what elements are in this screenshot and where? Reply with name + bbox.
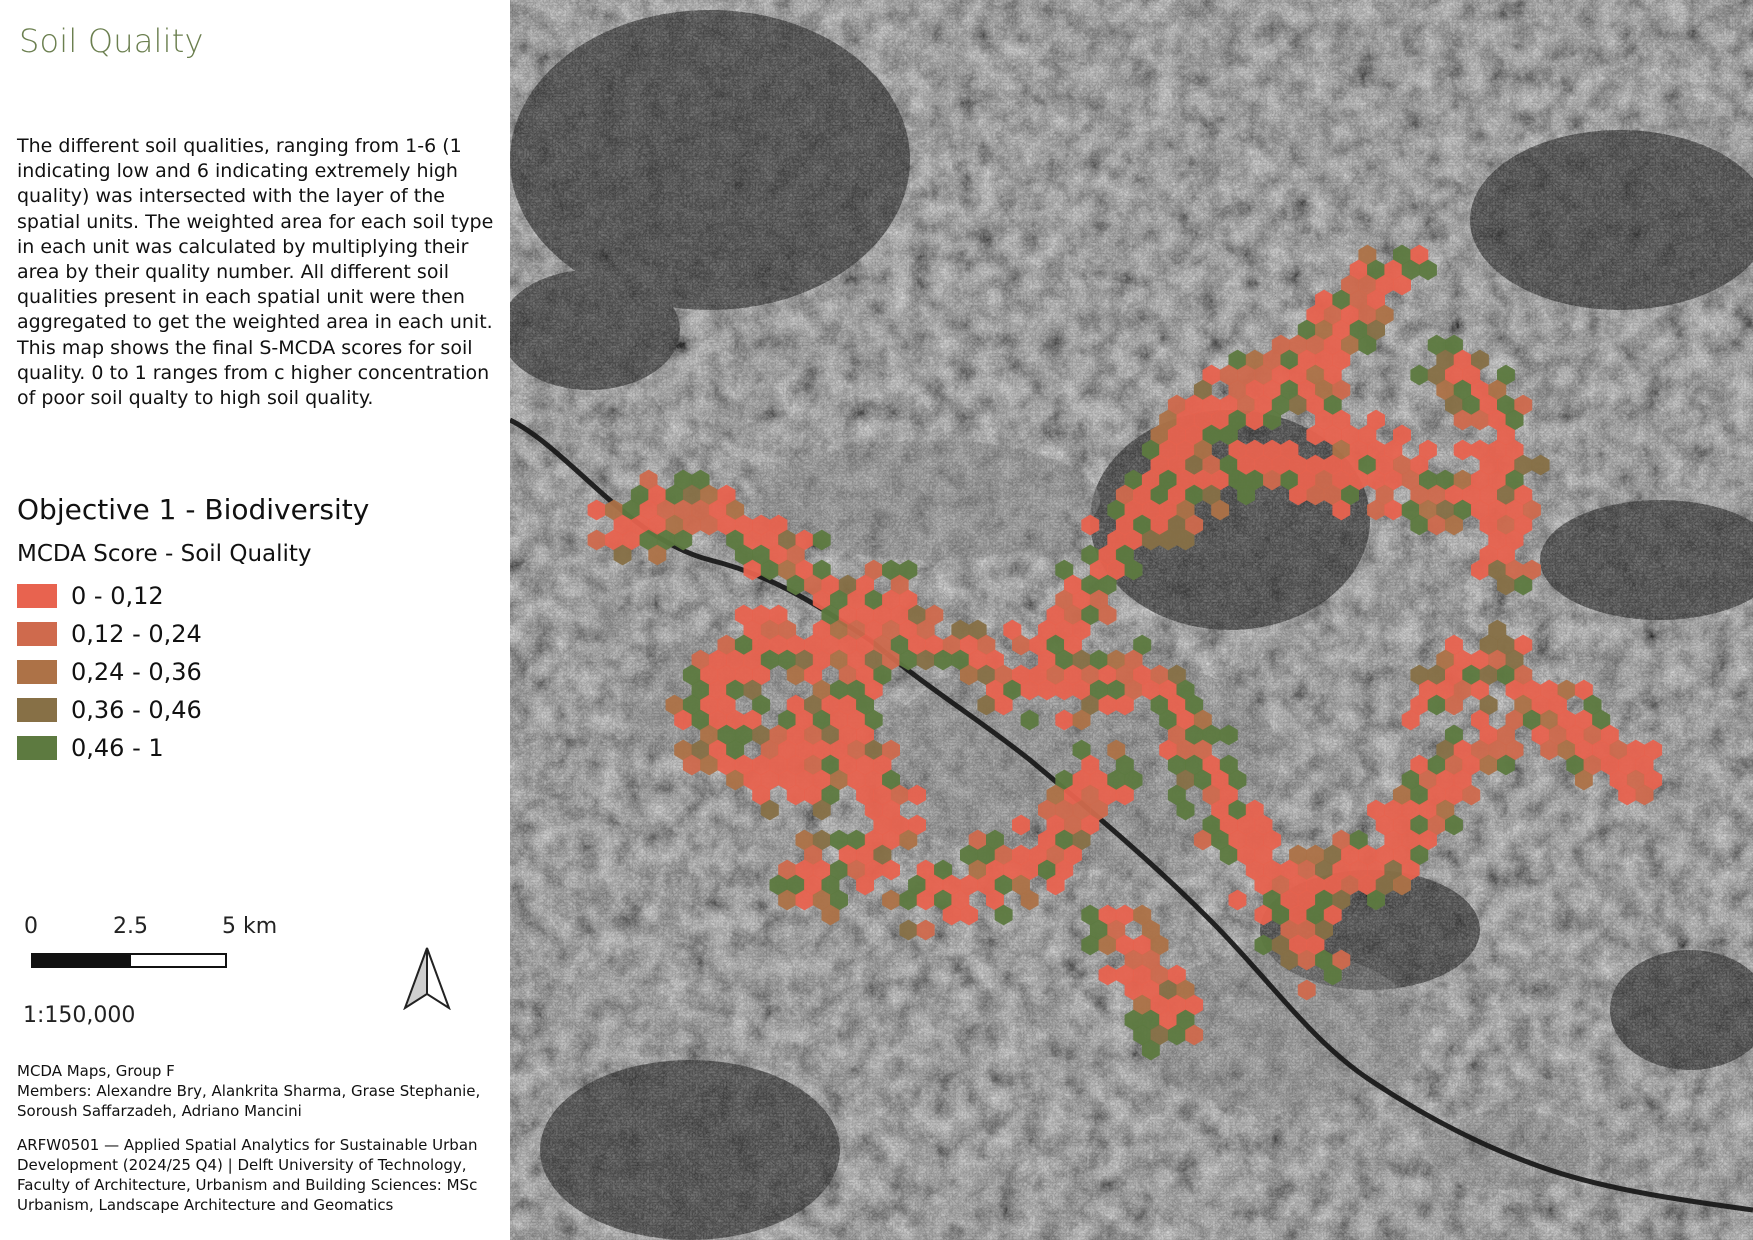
legend-item [17, 615, 202, 653]
credits-members: Members: Alexandre Bry, Alankrita Sharma, Grase Stephanie, Soroush Saffarzadeh, Adriano Mancini [17, 1082, 481, 1120]
legend-label: 0,24 - 0,36 [71, 658, 202, 686]
legend-item [17, 577, 202, 615]
legend [17, 577, 202, 767]
scale-label-0: 0 [24, 914, 38, 939]
legend-swatch [17, 584, 57, 608]
map-title: Soil Quality [19, 22, 204, 60]
legend-title: MCDA Score - Soil Quality [17, 541, 312, 567]
legend-item [17, 691, 202, 729]
fine-texture [510, 0, 1753, 1240]
map-description: The different soil qualities, ranging from 1-6 (1 indicating low and 6 indicating extremely high quality) was intersected with the layer of the spatial units. The weighted area for each soil type in each unit was calculated by multiplying their area by their quality number. All different soil qualities present in each spatial unit were then aggregated to get the weighted area in each unit. This map shows the final S-MCDA scores for soil quality. 0 to 1 ranges from c higher concentration of poor soil qualty to high soil quality. [17, 135, 494, 410]
legend-label: 0,46 - 1 [71, 734, 164, 762]
scale-ratio: 1:150,000 [23, 1003, 136, 1028]
legend-item [17, 729, 202, 767]
scale-label-end: 5 km [222, 914, 278, 939]
legend-swatch [17, 736, 57, 760]
scale-bar-black-segment [33, 955, 131, 966]
legend-item [17, 653, 202, 691]
legend-swatch [17, 622, 57, 646]
legend-swatch [17, 698, 57, 722]
scale-bar [31, 953, 227, 968]
legend-label: 0,12 - 0,24 [71, 620, 202, 648]
legend-swatch [17, 660, 57, 684]
legend-label: 0,36 - 0,46 [71, 696, 202, 724]
objective-title: Objective 1 - Biodiversity [17, 493, 370, 526]
map-panel[interactable] [510, 0, 1753, 1240]
satellite-map[interactable] [510, 0, 1753, 1240]
map-sidebar [0, 0, 510, 1240]
credits-group: MCDA Maps, Group F [17, 1062, 175, 1080]
north-arrow-icon [402, 946, 452, 1010]
scale-labels [24, 914, 284, 944]
legend-label: 0 - 0,12 [71, 582, 164, 610]
scale-label-mid: 2.5 [113, 914, 148, 939]
credits [17, 1061, 487, 1215]
credits-course: ARFW0501 — Applied Spatial Analytics for Sustainable Urban Development (2024/25 Q4) | Delft University of Technology, Faculty of Architecture, Urbanism and Building Sciences: MSc Urbanism, Landscape Architecture and Geomatics [17, 1136, 478, 1214]
